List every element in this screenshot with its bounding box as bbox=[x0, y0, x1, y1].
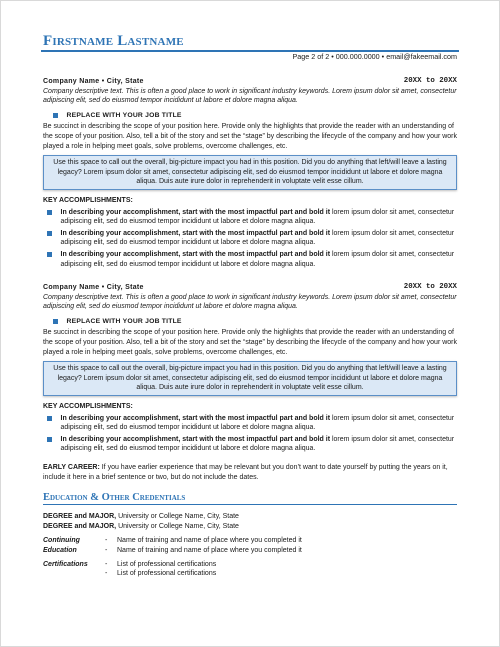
company-description: Company descriptive text. This is often a good place to work in significant industry keywords. Lorem ipsum dolor sit amet, consectetur adipiscing elit, sed do eiusmod tempor incididunt ut labore et dolore magna aliqua. bbox=[43, 293, 457, 311]
school-name: University or College Name, City, State bbox=[116, 522, 239, 530]
company-name: Company Name • City, State bbox=[43, 284, 144, 292]
square-bullet-icon bbox=[47, 210, 52, 215]
accomplishment-item bbox=[43, 250, 457, 269]
job-dates: 20XX to 20XX bbox=[403, 77, 457, 85]
accomplishment-item bbox=[43, 414, 457, 433]
degree-name: DEGREE and MAJOR, bbox=[43, 522, 117, 530]
accomplishment-bold: In describing your accomplishment, start with the most impactful part and bold it bbox=[60, 414, 331, 422]
job-dates: 20XX to 20XX bbox=[403, 283, 457, 292]
impact-callout: Use this space to call out the overall, big-picture impact you had in this position. Did you do anything that left/will leave a lasting legacy? Lorem ipsum dolor sit amet, consectetur adipiscing elit, sed do eiusmod tempor incididunt ut labore et dolore magna aliqua. Duis aute irure dolor in reprehenderit in voluptate velit esse cillum. bbox=[43, 155, 457, 190]
certification-item bbox=[105, 560, 216, 570]
continuing-education-label bbox=[43, 536, 105, 555]
label-line-2: Education bbox=[43, 547, 77, 555]
certification-text: List of professional certifications bbox=[117, 570, 217, 578]
square-bullet-icon bbox=[53, 319, 58, 324]
accomplishment-text: lorem ipsum dolor sit amet, consectetur adipiscing elit, sed do eiusmod tempor incididunt ut labore et dolore magna aliqua. bbox=[60, 250, 455, 268]
dash-marker: - bbox=[105, 537, 108, 545]
resume-content bbox=[43, 77, 457, 579]
accomplishment-bold: In describing your accomplishment, start with the most impactful part and bold it bbox=[60, 229, 331, 237]
degree-line bbox=[43, 512, 457, 522]
accomplishment-bold: In describing your accomplishment, start with the most impactful part and bold it bbox=[60, 208, 331, 216]
degree-line bbox=[43, 522, 457, 532]
accomplishment-item bbox=[43, 229, 457, 248]
accomplishment-item bbox=[43, 435, 457, 454]
education-section-title: Education & Other Credentials bbox=[43, 492, 186, 504]
early-career-text: If you have earlier experience that may be relevant but you don’t want to date yourself by putting the years on it, include it here in a brief sentence or two, but do not include the dates. bbox=[43, 464, 448, 481]
job-title bbox=[53, 317, 457, 327]
job-entry-1 bbox=[43, 77, 457, 269]
job-title-text: REPLACE WITH YOUR JOB TITLE bbox=[66, 111, 182, 119]
certification-text: List of professional certifications bbox=[117, 560, 217, 568]
impact-callout: Use this space to call out the overall, big-picture impact you had in this position. Did you do anything that left/will leave a lasting legacy? Lorem ipsum dolor sit amet, consectetur adipiscing elit, sed do eiusmod tempor incididunt ut labore et dolore magna aliqua. Duis aute irure dolor in reprehenderit in voluptate velit esse cillum. bbox=[43, 361, 457, 396]
early-career-label: EARLY CAREER: bbox=[43, 464, 100, 471]
job-title-text: REPLACE WITH YOUR JOB TITLE bbox=[66, 317, 182, 325]
certification-item bbox=[105, 569, 216, 579]
square-bullet-icon bbox=[47, 416, 52, 421]
square-bullet-icon bbox=[47, 437, 52, 442]
dash-marker: - bbox=[105, 560, 108, 568]
accomplishment-bold: In describing your accomplishment, start with the most impactful part and bold it bbox=[60, 435, 331, 443]
accomplishment-text: lorem ipsum dolor sit amet, consectetur adipiscing elit, sed do eiusmod tempor incididunt ut labore et dolore magna aliqua. bbox=[60, 208, 455, 226]
early-career bbox=[43, 463, 457, 482]
company-description: Company descriptive text. This is often a good place to work in significant industry keywords. Lorem ipsum dolor sit amet, consectetur adipiscing elit, sed do eiusmod tempor incididunt ut labore et dolore magna aliqua. bbox=[43, 87, 457, 105]
accomplishment-text: lorem ipsum dolor sit amet, consectetur adipiscing elit, sed do eiusmod tempor incididunt ut labore et dolore magna aliqua. bbox=[60, 414, 455, 432]
position-scope: Be succinct in describing the scope of your position here. Provide only the highlights that provide the reader with an understanding of the scope of your position. Also, tell a bit of the story and set the “stage” by describing the lifecycle of the company and how your work played a role in helping meet goals, solve problems, overcome challenges, etc. bbox=[43, 123, 458, 150]
accomplishments-heading: KEY ACCOMPLISHMENTS: bbox=[43, 403, 133, 411]
certifications-label: Certifications bbox=[43, 560, 88, 568]
dash-marker: - bbox=[105, 547, 108, 555]
job-entry-2 bbox=[43, 283, 457, 454]
continuing-education bbox=[43, 536, 457, 578]
training-item bbox=[105, 546, 302, 556]
job-title bbox=[53, 111, 457, 121]
accomplishments-heading: KEY ACCOMPLISHMENTS: bbox=[43, 196, 133, 204]
training-item bbox=[105, 536, 302, 546]
contact-line: Page 2 of 2 • 000.000.0000 • email@fakeemail.com bbox=[292, 52, 457, 61]
training-text: Name of training and name of place where you completed it bbox=[117, 537, 302, 545]
school-name: University or College Name, City, State bbox=[116, 513, 239, 521]
training-text: Name of training and name of place where you completed it bbox=[117, 547, 302, 555]
dash-marker: - bbox=[105, 570, 108, 578]
square-bullet-icon bbox=[47, 252, 52, 257]
accomplishment-bold: In describing your accomplishment, start with the most impactful part and bold it bbox=[60, 250, 331, 258]
square-bullet-icon bbox=[47, 231, 52, 236]
label-line-1: Continuing bbox=[43, 537, 80, 545]
company-name: Company Name • City, State bbox=[43, 78, 144, 85]
accomplishment-text: lorem ipsum dolor sit amet, consectetur adipiscing elit, sed do eiusmod tempor incididunt ut labore et dolore magna aliqua. bbox=[60, 435, 455, 453]
square-bullet-icon bbox=[53, 113, 58, 118]
spacer bbox=[43, 269, 457, 283]
degree-name: DEGREE and MAJOR, bbox=[43, 513, 117, 521]
position-scope: Be succinct in describing the scope of your position here. Provide only the highlights that provide the reader with an understanding of the scope of your position. Also, tell a bit of the story and set the “stage” by describing the lifecycle of the company and how your work played a role in helping meet goals, solve problems, overcome challenges, etc. bbox=[43, 329, 458, 356]
certification-list bbox=[105, 560, 216, 579]
training-list bbox=[105, 536, 302, 555]
accomplishment-item bbox=[43, 208, 457, 227]
accomplishment-text: lorem ipsum dolor sit amet, consectetur adipiscing elit, sed do eiusmod tempor incididunt ut labore et dolore magna aliqua. bbox=[60, 229, 455, 247]
candidate-name: Firstname Lastname bbox=[43, 33, 184, 49]
section-divider bbox=[43, 504, 457, 506]
